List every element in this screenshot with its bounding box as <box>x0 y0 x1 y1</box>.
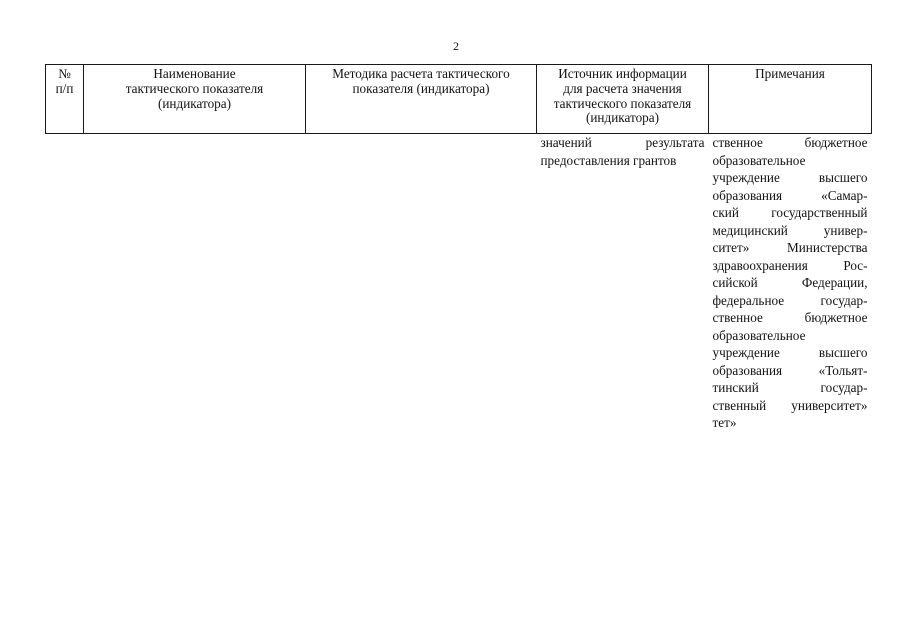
cell-number <box>46 134 84 432</box>
header-information-source <box>537 65 709 134</box>
notes-line: федеральное государ- <box>712 292 868 308</box>
page-number: 2 <box>453 39 459 53</box>
header-number-label: № п/п <box>55 66 74 96</box>
notes-line: образования «Самар- <box>712 187 868 203</box>
notes-line: ситет» Министерства <box>712 240 868 255</box>
header-notes <box>709 65 872 134</box>
notes-line: образовательное <box>712 152 806 168</box>
header-information-source-label: Источник информации для расчета значения тактического показателя (индикатора) <box>553 66 692 126</box>
header-indicator-name <box>84 65 306 134</box>
notes-line: образовательное <box>712 327 806 343</box>
table-header-row <box>46 65 872 134</box>
notes-line: сийской Федерации, <box>712 275 868 290</box>
notes-line: ский государственный <box>712 205 868 220</box>
header-notes-label: Примечания <box>755 66 825 81</box>
cell-information-source: значений результата предоставления грантов <box>540 135 705 168</box>
notes-line: учреждение высшего <box>712 170 868 185</box>
notes-line: ственное бюджетное <box>712 135 868 150</box>
header-calculation-method-label: Методика расчета тактического показателя (индикатора) <box>332 66 510 96</box>
notes-line: медицинский универ- <box>712 222 868 238</box>
notes-line: образования «Тольят- <box>712 362 868 378</box>
cell-notes <box>709 134 872 432</box>
table-row <box>46 134 872 432</box>
header-number <box>46 65 84 134</box>
notes-line: тет» <box>712 415 737 430</box>
cell-indicator-name <box>84 134 306 432</box>
notes-line: учреждение высшего <box>712 345 868 360</box>
notes-line: тинский государ- <box>712 380 868 395</box>
header-calculation-method <box>306 65 537 134</box>
notes-line: ственное бюджетное <box>712 310 868 325</box>
cell-calculation-method <box>306 134 537 432</box>
header-indicator-name-label: Наименование тактического показателя (индикатора) <box>125 66 264 111</box>
notes-line: ственный университет» <box>712 397 868 413</box>
indicator-table <box>45 64 872 432</box>
notes-line: здравоохранения Рос- <box>712 257 868 273</box>
